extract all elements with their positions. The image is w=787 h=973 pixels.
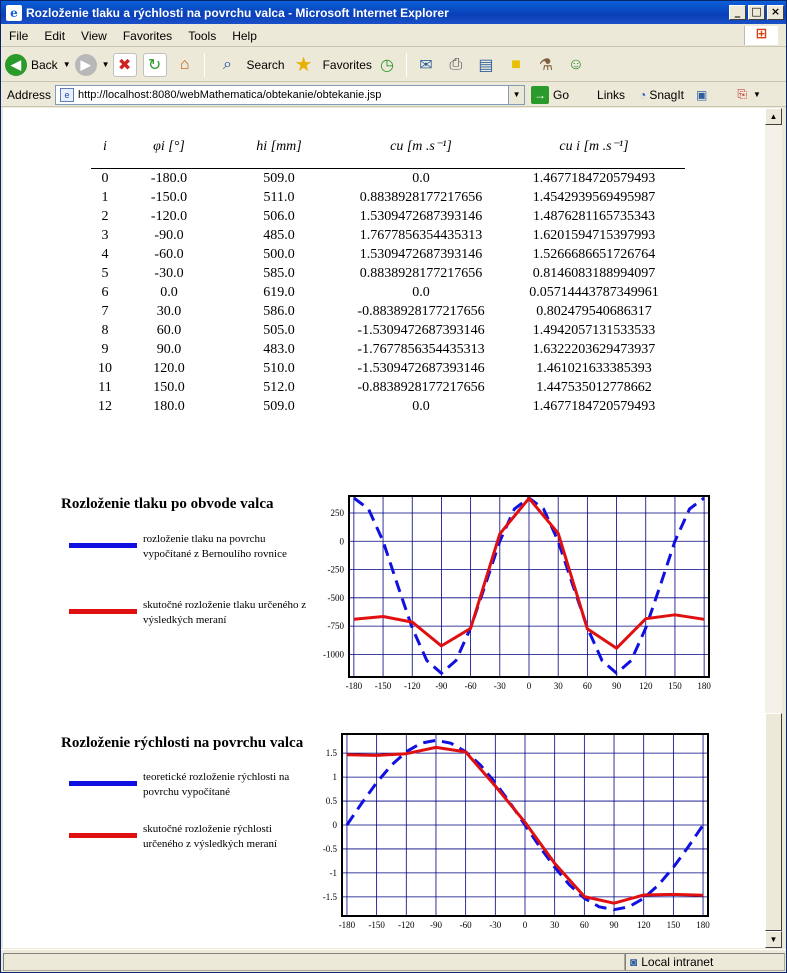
table-cell: 1.4542939569495987 <box>532 189 656 205</box>
table-cell: 511.0 <box>263 189 295 205</box>
page-icon: e <box>60 88 74 102</box>
table-row <box>91 264 685 283</box>
legend-line-blue <box>69 543 137 548</box>
col-header-phi: φi [°] <box>119 126 219 168</box>
status-zone <box>625 953 785 971</box>
menu-bar <box>1 25 786 47</box>
table-row <box>91 359 685 378</box>
scroll-down-icon[interactable]: ▼ <box>765 931 782 948</box>
table-cell: 0.0 <box>412 284 430 300</box>
table-cell: 586.0 <box>263 303 295 319</box>
search-button[interactable] <box>213 50 285 80</box>
x-tick-label: -30 <box>493 681 506 691</box>
table-cell: -180.0 <box>150 170 188 186</box>
velocity-legend-theory <box>69 770 313 800</box>
address-bar <box>1 83 786 107</box>
x-tick-label: -150 <box>368 920 385 930</box>
intranet-icon: ◙ <box>630 954 638 969</box>
menu-tools[interactable]: Tools <box>188 28 217 43</box>
x-tick-label: 0 <box>526 681 532 691</box>
table-cell: 1.4677184720579493 <box>532 398 656 414</box>
research-icon[interactable]: ⚗ <box>538 56 554 74</box>
search-icon: ⌕ <box>223 55 233 73</box>
windows-logo-icon: ⊞ <box>744 26 778 45</box>
legend-text: teoretické rozloženie rýchlosti na povrchu vypočítané <box>143 771 290 798</box>
edit-icon[interactable]: ▤ <box>478 56 494 74</box>
search-label: Search <box>246 57 285 72</box>
menu-view[interactable]: View <box>81 28 107 43</box>
x-tick-label: -90 <box>429 920 442 930</box>
table-cell: 150.0 <box>153 379 185 395</box>
table-cell: -0.8838928177217656 <box>357 303 485 319</box>
y-tick-label: 250 <box>330 507 344 518</box>
x-tick-label: 0 <box>522 920 528 930</box>
address-dropdown-icon[interactable]: ▼ <box>508 86 524 104</box>
table-body <box>91 168 685 416</box>
forward-dropdown-icon[interactable]: ▼ <box>101 60 110 69</box>
table-cell: 120.0 <box>153 360 185 376</box>
pdf-dropdown-icon[interactable]: ▼ <box>752 90 761 99</box>
table-row <box>91 245 685 264</box>
history-icon[interactable]: ◷ <box>379 56 394 74</box>
minimize-button[interactable]: _ <box>729 5 746 20</box>
table-cell: 0.8838928177217656 <box>359 189 483 205</box>
table-cell: 483.0 <box>263 341 295 357</box>
table-cell: 500.0 <box>263 246 295 262</box>
table-header-row <box>91 126 685 168</box>
legend-text: skutočné rozloženie tlaku určeného z výsledkých meraní <box>143 599 307 626</box>
snagit-icon: ◔ <box>639 87 647 102</box>
menu-file[interactable]: File <box>9 28 29 43</box>
vertical-scrollbar[interactable] <box>765 108 782 948</box>
x-tick-label: -60 <box>459 920 472 930</box>
table-cell: 2 <box>101 208 109 224</box>
table-cell: 1.7677856354435313 <box>359 227 483 243</box>
col-header-cu: cu [m .s⁻¹] <box>339 126 503 168</box>
favorites-star-icon: ★ <box>294 54 313 76</box>
y-tick-label: -1000 <box>323 649 344 660</box>
table-cell: 8 <box>101 322 109 338</box>
table-row <box>91 378 685 397</box>
table-cell: 485.0 <box>263 227 295 243</box>
y-tick-label: -750 <box>327 621 344 632</box>
x-tick-label: 90 <box>609 920 619 930</box>
forward-arrow-icon: ▶ <box>75 54 97 76</box>
x-tick-label: -60 <box>464 681 477 691</box>
table-cell: 1.4942057131533533 <box>532 322 656 338</box>
table-cell: -120.0 <box>150 208 188 224</box>
discuss-icon[interactable]: ■ <box>511 55 521 73</box>
messenger-icon[interactable]: ☺ <box>567 55 585 73</box>
table-cell: 0.8838928177217656 <box>359 265 483 281</box>
x-tick-label: -120 <box>403 681 421 691</box>
table-cell: 505.0 <box>263 322 295 338</box>
table-cell: -1.5309472687393146 <box>357 360 485 376</box>
toolbar-separator <box>406 53 407 77</box>
favorites-label: Favorites <box>322 57 372 72</box>
table-cell: 510.0 <box>263 360 295 376</box>
pdf-icon[interactable]: ⎘ <box>737 87 747 101</box>
table-row <box>91 302 685 321</box>
table-cell: 5 <box>101 265 109 281</box>
y-tick-label: 0 <box>339 536 344 547</box>
table-cell: -150.0 <box>150 189 188 205</box>
address-input[interactable] <box>55 85 525 105</box>
table-cell: 180.0 <box>153 398 185 414</box>
refresh-icon[interactable]: ↻ <box>143 53 167 77</box>
table-cell: 60.0 <box>156 322 182 338</box>
table-row <box>91 207 685 226</box>
table-row <box>91 283 685 302</box>
table-cell: 0.0 <box>412 398 430 414</box>
table-cell: 11 <box>98 379 112 395</box>
status-main <box>3 953 625 971</box>
x-tick-label: -120 <box>398 920 415 930</box>
y-tick-label: 0 <box>332 820 337 830</box>
table-cell: -60.0 <box>154 246 184 262</box>
stop-icon[interactable]: ✖ <box>113 53 137 77</box>
menu-edit[interactable]: Edit <box>44 28 66 43</box>
table-cell: 1.6322203629473937 <box>532 341 656 357</box>
forward-button[interactable] <box>75 50 110 80</box>
y-tick-label: 0.5 <box>325 796 337 807</box>
address-url[interactable]: http://localhost:8080/webMathematica/obtekanie/obtekanie.jsp <box>78 88 382 101</box>
maximize-button[interactable]: □ <box>748 5 765 20</box>
links-label[interactable]: Links <box>597 87 626 102</box>
legend-line-red <box>69 833 137 838</box>
print-icon[interactable]: ⎙ <box>449 55 463 73</box>
back-arrow-icon: ◀ <box>5 54 27 76</box>
table-cell: -30.0 <box>154 265 184 281</box>
table-cell: 0.0 <box>412 170 430 186</box>
x-tick-label: -30 <box>489 920 502 930</box>
snagit-button[interactable]: SnagIt <box>649 87 685 102</box>
x-tick-label: 120 <box>636 920 651 930</box>
table-cell: 0.802479540686317 <box>536 303 652 319</box>
go-button[interactable] <box>531 86 569 104</box>
back-label: Back <box>31 57 58 72</box>
pressure-legend-theory <box>69 532 313 562</box>
col-header-h: hi [mm] <box>219 126 339 168</box>
favorites-button[interactable] <box>289 50 372 80</box>
scroll-up-icon[interactable]: ▲ <box>765 108 782 125</box>
table-row <box>91 226 685 245</box>
table-cell: -90.0 <box>154 227 184 243</box>
x-tick-label: 60 <box>582 681 592 691</box>
table-cell: 506.0 <box>263 208 295 224</box>
toolbar-separator <box>204 53 205 77</box>
table-cell: 30.0 <box>156 303 182 319</box>
snagit-window-icon[interactable]: ▣ <box>696 87 708 102</box>
table-cell: 12 <box>98 398 112 414</box>
table-cell: 0 <box>101 170 109 186</box>
table-cell: 1 <box>101 189 109 205</box>
legend-text: skutočné rozloženie rýchlosti určeného z výsledkých meraní <box>143 823 278 850</box>
back-button[interactable] <box>5 50 71 80</box>
table-cell: 0.0 <box>160 284 178 300</box>
table-cell: 3 <box>101 227 109 243</box>
table-cell: 6 <box>101 284 109 300</box>
pressure-chart <box>313 488 723 698</box>
velocity-legend-measured <box>69 822 313 852</box>
y-tick-label: -500 <box>327 592 344 603</box>
go-label: Go <box>553 87 570 102</box>
y-tick-label: 1.5 <box>325 748 337 759</box>
table-cell: 0.05714443787349961 <box>529 284 659 300</box>
table-row <box>91 321 685 340</box>
table-cell: -1.5309472687393146 <box>357 322 485 338</box>
standard-toolbar <box>1 48 786 82</box>
table-row <box>91 340 685 359</box>
table-cell: 1.447535012778662 <box>536 379 652 395</box>
x-tick-label: 180 <box>697 681 711 691</box>
menu-favorites[interactable]: Favorites <box>122 28 173 43</box>
col-header-cui: cu i [m .s⁻¹] <box>503 126 685 168</box>
ie-logo-icon: e <box>6 5 22 21</box>
table-cell: 1.5266686651726764 <box>532 246 656 262</box>
y-tick-label: -250 <box>327 564 344 575</box>
table-cell: 1.5309472687393146 <box>359 246 483 262</box>
x-tick-label: 90 <box>612 681 622 691</box>
y-tick-label: -1 <box>329 867 337 878</box>
status-bar <box>1 949 786 973</box>
x-tick-label: -90 <box>435 681 448 691</box>
legend-line-red <box>69 609 137 614</box>
velocity-chart <box>309 726 723 941</box>
table-cell: 1.6201594715397993 <box>532 227 656 243</box>
table-cell: 619.0 <box>263 284 295 300</box>
x-tick-label: 120 <box>639 681 653 691</box>
x-tick-label: 30 <box>550 920 560 930</box>
table-cell: 10 <box>98 360 112 376</box>
table-cell: 1.5309472687393146 <box>359 208 483 224</box>
table-cell: -0.8838928177217656 <box>357 379 485 395</box>
table-row <box>91 397 685 416</box>
pressure-legend-measured <box>69 598 313 628</box>
address-label: Address <box>7 87 52 102</box>
x-tick-label: 180 <box>696 920 710 930</box>
velocity-section-title: Rozloženie rýchlosti na povrchu valca <box>61 735 304 751</box>
mail-icon[interactable]: ✉ <box>419 56 433 74</box>
table-row <box>91 188 685 207</box>
zone-label: Local intranet <box>641 954 714 969</box>
x-tick-label: 30 <box>553 681 563 691</box>
menu-help[interactable]: Help <box>232 28 257 43</box>
y-tick-label: -0.5 <box>322 843 337 854</box>
table-cell: 509.0 <box>263 170 295 186</box>
legend-text: rozloženie tlaku na povrchu vypočítané z Bernoulího rovnice <box>143 533 287 560</box>
legend-line-blue <box>69 781 137 786</box>
x-tick-label: -180 <box>338 920 356 930</box>
table-cell: 0.8146083188994097 <box>532 265 656 281</box>
table-cell: 512.0 <box>263 379 295 395</box>
x-tick-label: -150 <box>374 681 392 691</box>
back-dropdown-icon[interactable]: ▼ <box>62 60 71 69</box>
table-row <box>91 168 685 188</box>
table-cell: 509.0 <box>263 398 295 414</box>
x-tick-label: 150 <box>668 681 682 691</box>
x-tick-label: 150 <box>666 920 681 930</box>
table-cell: 1.461021633385393 <box>536 360 652 376</box>
title-bar[interactable] <box>1 1 786 24</box>
window-title: Rozloženie tlaku a rýchlosti na povrchu valca - Microsoft Internet Explorer <box>26 5 449 20</box>
table-cell: 90.0 <box>156 341 182 357</box>
pressure-section-title: Rozloženie tlaku po obvode valca <box>61 496 274 512</box>
x-tick-label: 60 <box>579 920 589 930</box>
table-cell: -1.7677856354435313 <box>357 341 485 357</box>
col-header-i: i <box>91 126 119 168</box>
page-content <box>3 108 765 948</box>
x-tick-label: -180 <box>345 681 363 691</box>
table-cell: 1.4677184720579493 <box>532 170 656 186</box>
scroll-thumb[interactable] <box>765 713 782 931</box>
table-cell: 7 <box>101 303 109 319</box>
table-cell: 1.4876281165735343 <box>533 208 655 224</box>
table-cell: 4 <box>101 246 109 262</box>
data-table <box>91 126 685 416</box>
go-arrow-icon: → <box>531 86 549 104</box>
table-cell: 585.0 <box>263 265 295 281</box>
home-icon[interactable]: ⌂ <box>179 55 190 73</box>
y-tick-label: 1 <box>332 772 337 783</box>
y-tick-label: -1.5 <box>322 891 337 902</box>
close-button[interactable]: × <box>767 5 784 20</box>
table-cell: 9 <box>101 341 109 357</box>
